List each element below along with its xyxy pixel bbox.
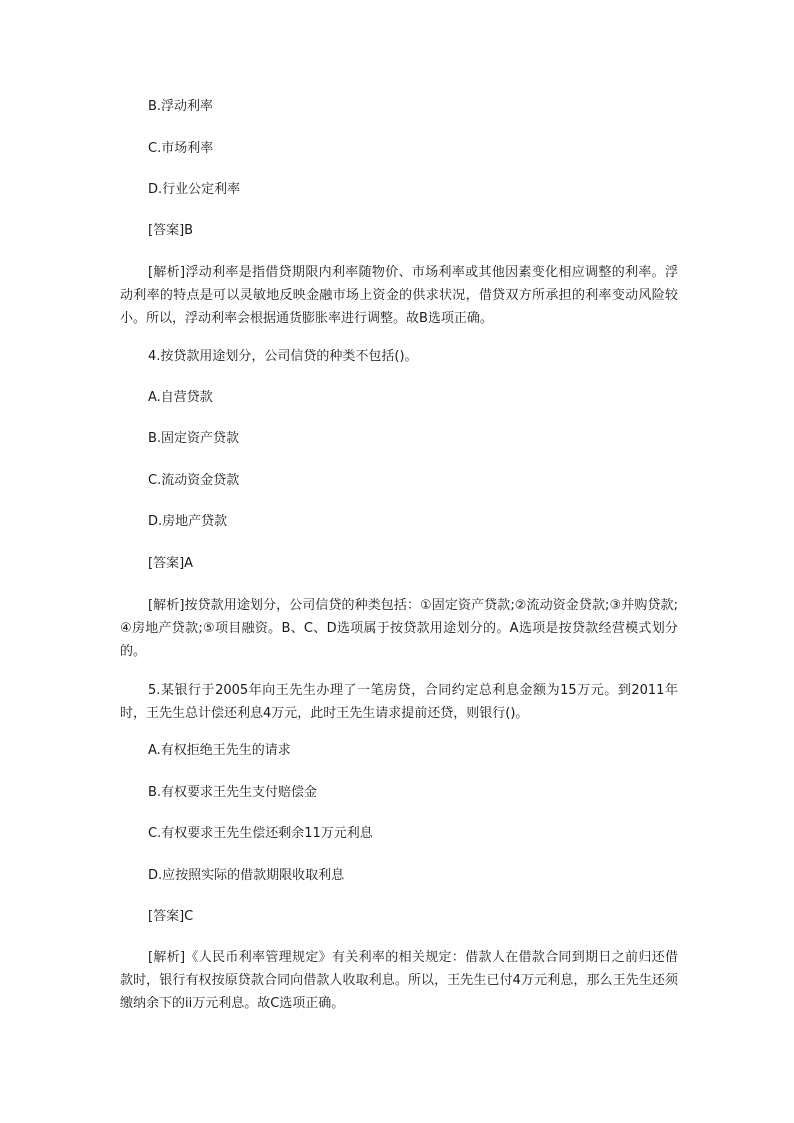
q4-option-a: A.自营贷款 [148, 390, 213, 405]
q3-answer: [答案]B [148, 223, 194, 238]
q3-option-d: D.行业公定利率 [148, 182, 241, 197]
q3-option-b: B.浮动利率 [148, 99, 214, 114]
q4-option-c: C.流动资金贷款 [148, 473, 240, 488]
q5-option-c: C.有权要求王先生偿还剩余11万元利息 [148, 826, 373, 841]
q4-option-d: D.房地产贷款 [148, 514, 228, 529]
q4-option-b: B.固定资产贷款 [148, 431, 240, 446]
q5-question: 5.某银行于2005年向王先生办理了一笔房贷，合同约定总利息金额为15万元。到2011年时，王先生总计偿还利息4万元，此时王先生请求提前还贷，则银行()。 [120, 683, 678, 721]
q4-answer: [答案]A [148, 556, 194, 571]
q4-question: 4.按贷款用途划分，公司信贷的种类不包括()。 [148, 349, 418, 364]
q5-option-a: A.有权拒绝王先生的请求 [148, 743, 291, 758]
q5-option-b: B.有权要求王先生支付赔偿金 [148, 785, 318, 800]
q3-option-c: C.市场利率 [148, 141, 214, 156]
q3-analysis: [解析]浮动利率是指借贷期限内利率随物价、市场利率或其他因素变化相应调整的利率。浮动利率的特点是可以灵敏地反映金融市场上资金的供求状况，借贷双方所承担的利率变动风险较小。所以，浮动利率会根据通货膨胀率进行调整。故B选项正确。 [120, 265, 678, 326]
q5-analysis: [解析]《人民币利率管理规定》有关利率的相关规定：借款人在借款合同到期日之前归还借款时，银行有权按原贷款合同向借款人收取利息。所以，王先生已付4万元利息，那么王先生还须缴纳余下的ii万元利息。故C选项正确。 [120, 950, 678, 1011]
q5-answer: [答案]C [148, 909, 194, 924]
q5-option-d: D.应按照实际的借款期限收取利息 [148, 868, 345, 883]
q4-analysis: [解析]按贷款用途划分，公司信贷的种类包括：①固定资产贷款;②流动资金贷款;③并购贷款;④房地产贷款;⑤项目融资。B、C、D选项属于按贷款用途划分的。A选项是按贷款经营模式划分的。 [120, 598, 678, 659]
